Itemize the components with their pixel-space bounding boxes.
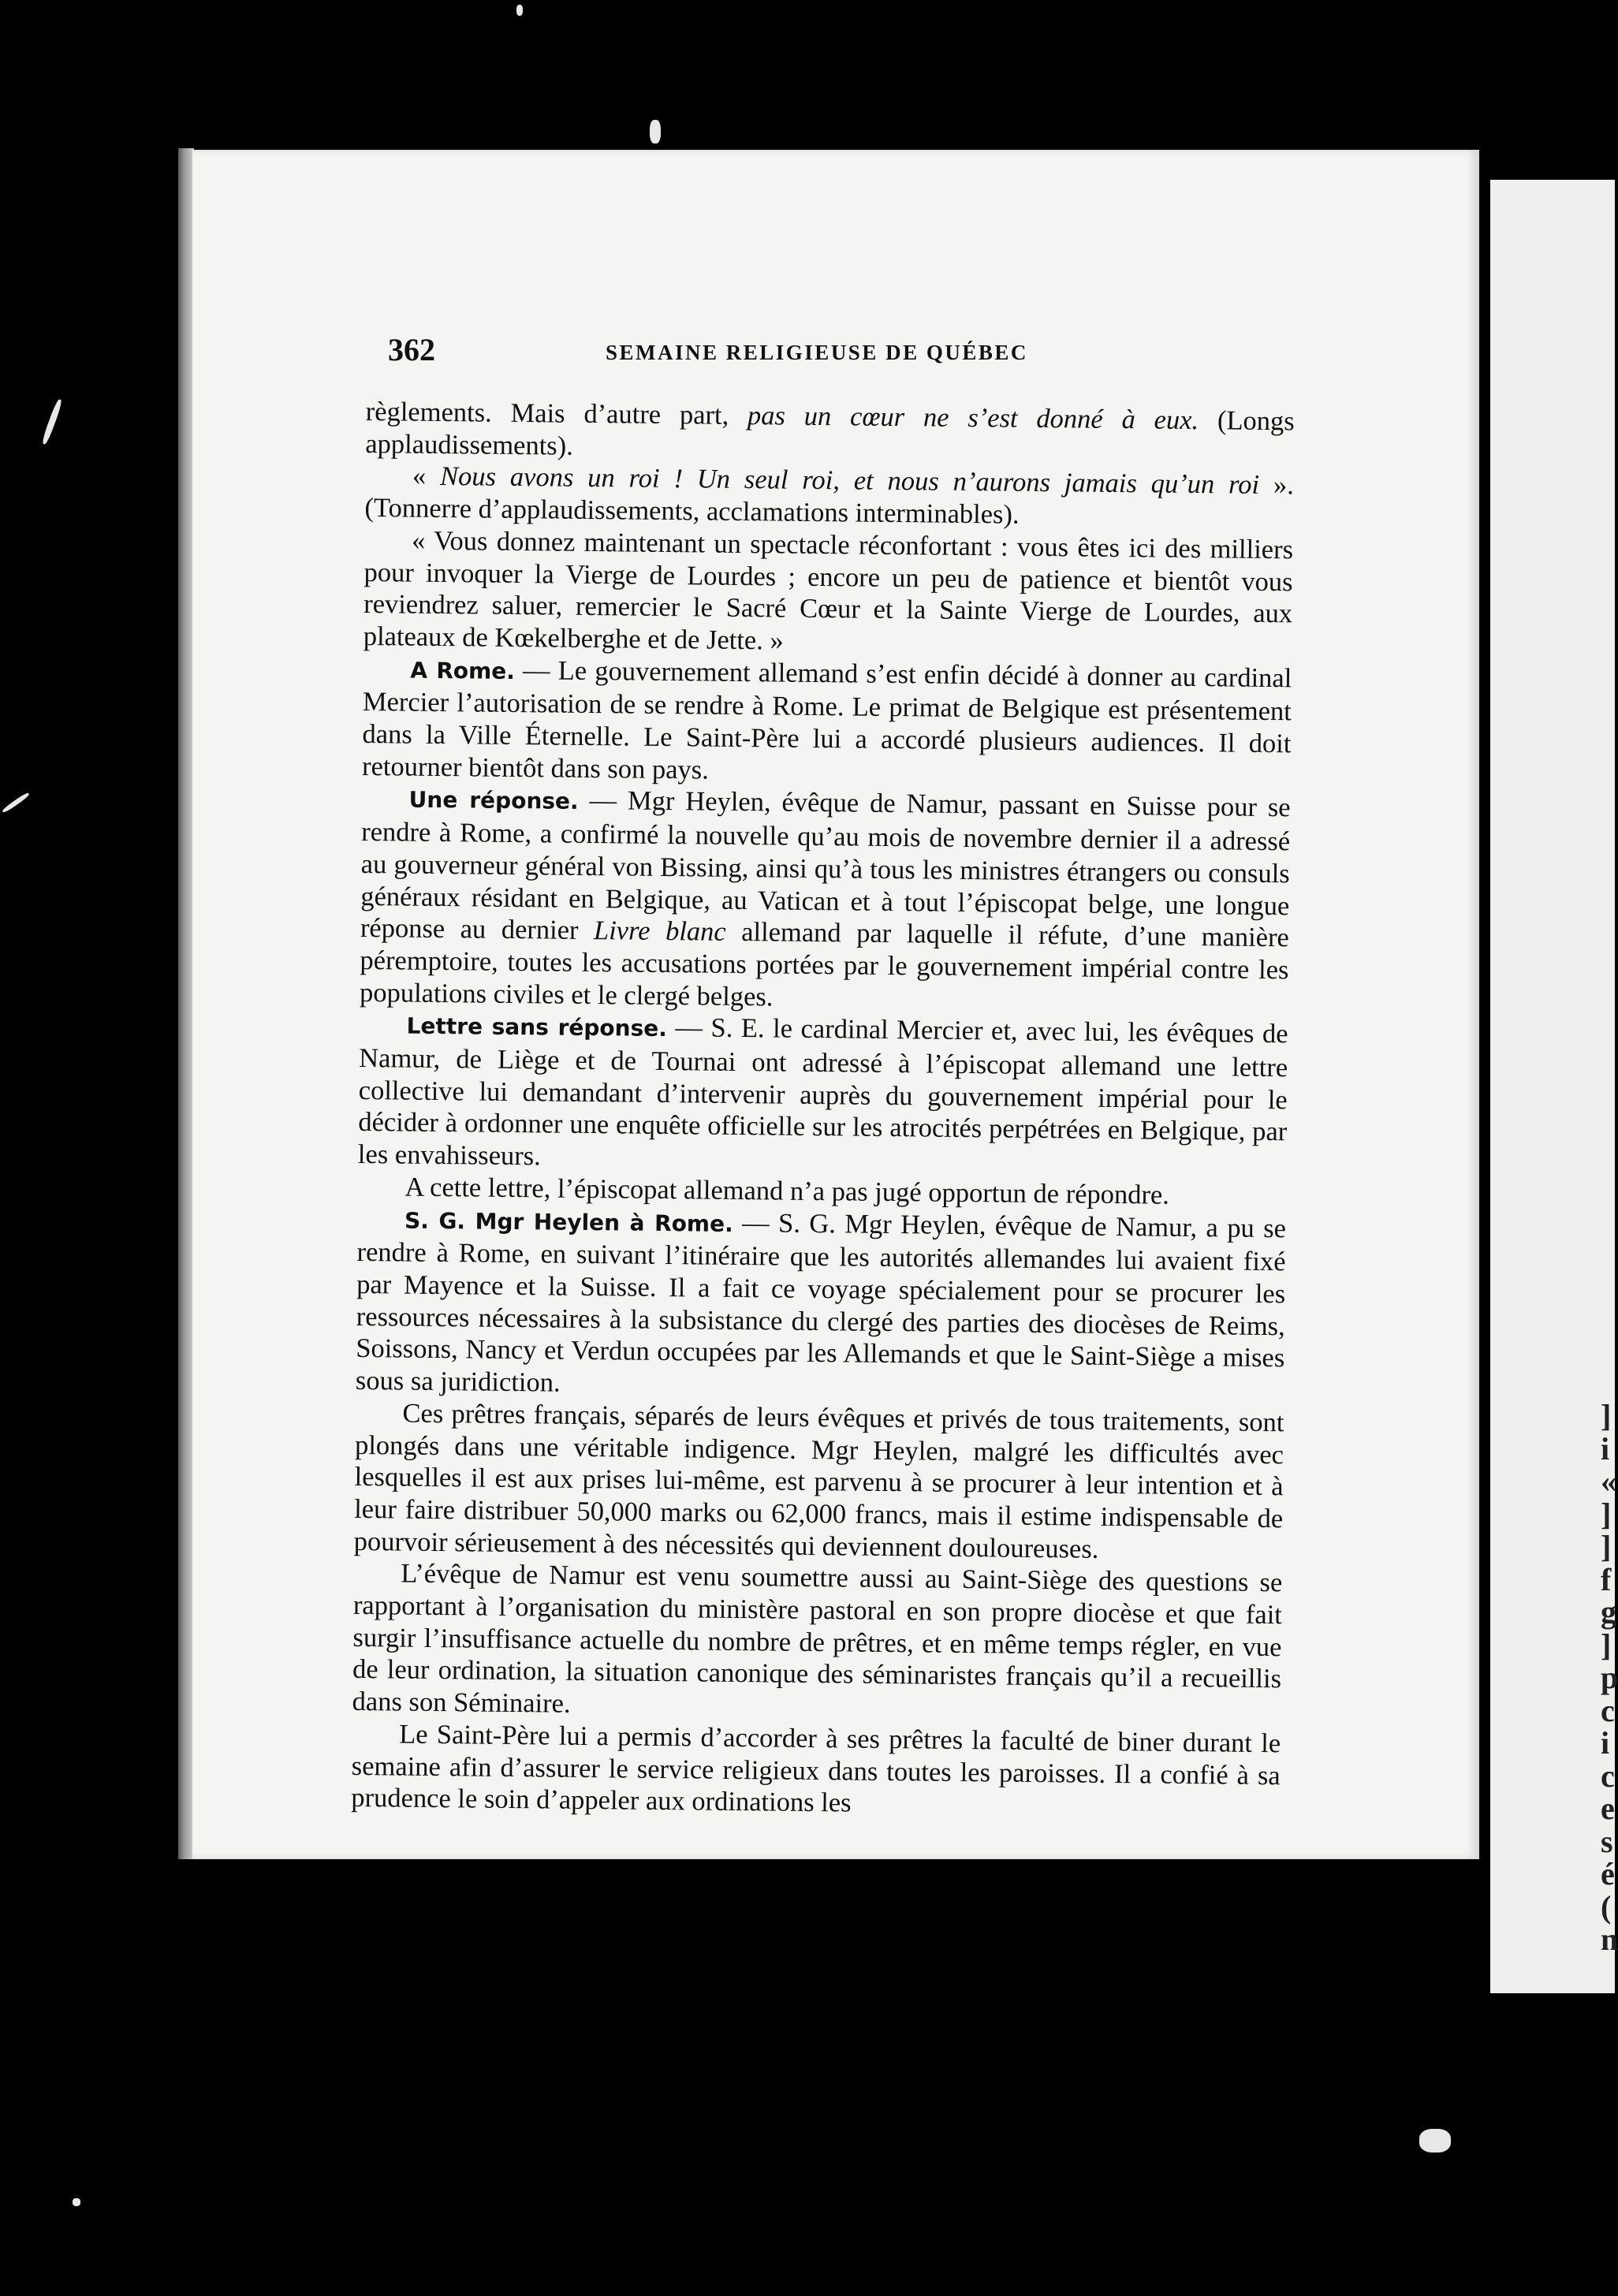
text-span: L’évêque de Namur est venu soumettre aussi au Saint-Siège des questions se rapportant à l’organisation du ministère pastoral en son propre diocèse et que fait surgir l’insuffisance actuelle du nombre de prêtres, et en même temps régler, en vue de leur ordination, la situation canonique des séminaristes français qu’il a recueillis dans son Séminaire.	[352, 1558, 1283, 1719]
scan-speck	[2, 792, 30, 814]
facing-page	[1490, 180, 1618, 1993]
facing-page-char: i	[1601, 1430, 1610, 1467]
section-lead: S. G. Mgr Heylen à Rome.	[404, 1207, 733, 1237]
section-lead: Une réponse.	[408, 787, 579, 815]
section-lead: Lettre sans réponse.	[406, 1012, 668, 1042]
facing-page-char: é	[1601, 1856, 1615, 1892]
facing-page-char: p	[1601, 1660, 1618, 1695]
text-span: ». (Tonnerre d’applaudissements, acclamations interminables).	[364, 470, 1295, 530]
text-span: — S. G. Mgr Heylen, évêque de Namur, a pu se rendre à Rome, en suivant l’itinéraire que les autorités allemandes lui avaient fixé par Mayence et la Suisse. Il a fait ce voyage spécialement pour se procurer les ressources nécessaires à la subsistance du clergé des parties des diocèses de Reims, Soissons, Nancy et Verdun occupées par les Allemands et que le Saint-Siège a mises sous sa juridiction.	[355, 1207, 1287, 1398]
facing-page-char: ]	[1601, 1496, 1612, 1532]
scan-speck	[650, 120, 661, 144]
text-span: «	[412, 461, 441, 492]
paragraph-p5	[360, 782, 1291, 1018]
section-lead: A Rome.	[410, 657, 516, 684]
text-span: — S. E. le cardinal Mercier et, avec lui, les évêques de Namur, de Liège et de Tournai ont adressé à l’épiscopat allemand une lettre collective lui demandant d’intervenir auprès du gouvernement impérial pour le décider à ordonner une enquête officielle sur les atrocités perpétrées en Belgique, par les envahisseurs.	[357, 1012, 1288, 1172]
paragraph-p10	[352, 1557, 1282, 1728]
facing-page-char: f	[1601, 1561, 1612, 1597]
facing-page-char: (	[1601, 1888, 1612, 1925]
italic-span: Nous avons un roi ! Un seul roi, et nous n’aurons jamais qu’un roi	[439, 461, 1260, 501]
text-span: allemand par laquelle il réfute, d’une manière péremptoire, toutes les accusations portées par le gouvernement impérial contre les populations civiles et le clergé belges.	[359, 917, 1290, 1012]
facing-page-char: «	[1601, 1463, 1616, 1499]
facing-page-char: s	[1601, 1823, 1613, 1859]
text-span: « Vous donnez maintenant un spectacle réconfortant : vous êtes ici des milliers pour invoquer la Vierge de Lourdes ; encore un peu de patience et bientôt vous reviendrez saluer, remercier le Sacré Cœur et la Sainte Vierge de Lourdes, aux plateaux de Kœkelberghe et de Jette. »	[363, 525, 1294, 656]
facing-page-char: e	[1601, 1791, 1615, 1826]
text-span: A cette lettre, l’épiscopat allemand n’a pas jugé opportun de répondre.	[404, 1172, 1170, 1210]
text-span: — Le gouvernement allemand s’est enfin décidé à donner au cardinal Mercier l’autorisation de se rendre à Rome. Le primat de Belgique est présentement dans la Ville Éternelle. Le Saint-Père lui a accordé plusieurs audiences. Il doit retourner bientôt dans son pays.	[361, 654, 1292, 785]
paragraph-p8	[356, 1203, 1287, 1407]
paragraph-p2	[364, 460, 1294, 534]
facing-page-char: n	[1601, 1921, 1618, 1957]
body-text	[351, 396, 1295, 1824]
scan-speck	[73, 2198, 80, 2206]
facing-page-char: i	[1601, 1725, 1610, 1761]
text-span: — Mgr Heylen, évêque de Namur, passant en Suisse pour se rendre à Rome, a confirmé la nouvelle qu’au mois de novembre dernier il a adressé au gouverneur général von Bissing, ainsi qu’à tous les ministres étrangers ou consuls généraux résidant en Belgique, au Vatican et à tout l’épiscopat belge, une longue réponse au dernier	[360, 785, 1291, 946]
facing-page-char: c	[1601, 1757, 1615, 1794]
scan-speck	[1419, 2129, 1451, 2152]
text-span: règlements. Mais d’autre part,	[365, 396, 748, 431]
facing-page-char: c	[1601, 1692, 1615, 1728]
paragraph-p3	[363, 524, 1294, 662]
facing-page-char: ]	[1601, 1529, 1612, 1564]
italic-span: pas un cœur ne s’est donné à eux.	[747, 401, 1199, 436]
running-head	[388, 331, 1287, 378]
paragraph-p4	[362, 653, 1292, 792]
paragraph-p6	[358, 1008, 1288, 1180]
page-edge	[178, 148, 194, 1859]
italic-span: Livre blanc	[593, 915, 726, 948]
paragraph-p9	[354, 1397, 1284, 1567]
text-span: (Longs applaudissements).	[365, 405, 1295, 461]
text-span: Ces prêtres français, séparés de leurs évêques et privés de tous traitements, sont plongés dans une véritable indigence. Mgr Heylen, malgré les difficultés avec lesquelles il est aux prises lui-même, est parvenu à se procurer à leur intention et à leur faire distribuer 50,000 marks ou 62,000 francs, mais il estime indispensable de pourvoir sérieusement à des nécessités qui deviennent douloureuses.	[353, 1398, 1284, 1564]
facing-page-char: ]	[1601, 1398, 1612, 1433]
page-number: 362	[388, 332, 435, 367]
journal-title: SEMAINE RELIGIEUSE DE QUÉBEC	[606, 341, 1028, 364]
paragraph-p1	[365, 396, 1295, 470]
facing-page-fragment	[1601, 1398, 1618, 1957]
text-span: Le Saint-Père lui a permis d’accorder à ses prêtres la faculté de biner durant le semaine afin d’assurer le service religieux dans toutes les paroisses. Il a confié à sa prudence le soin d’appeler aux ordinations les	[351, 1719, 1281, 1818]
scan-speck	[516, 5, 523, 16]
facing-page-char: ]	[1601, 1627, 1612, 1663]
scan-speck	[41, 398, 63, 445]
paragraph-p11	[351, 1718, 1281, 1824]
facing-page-char: g	[1601, 1594, 1616, 1630]
